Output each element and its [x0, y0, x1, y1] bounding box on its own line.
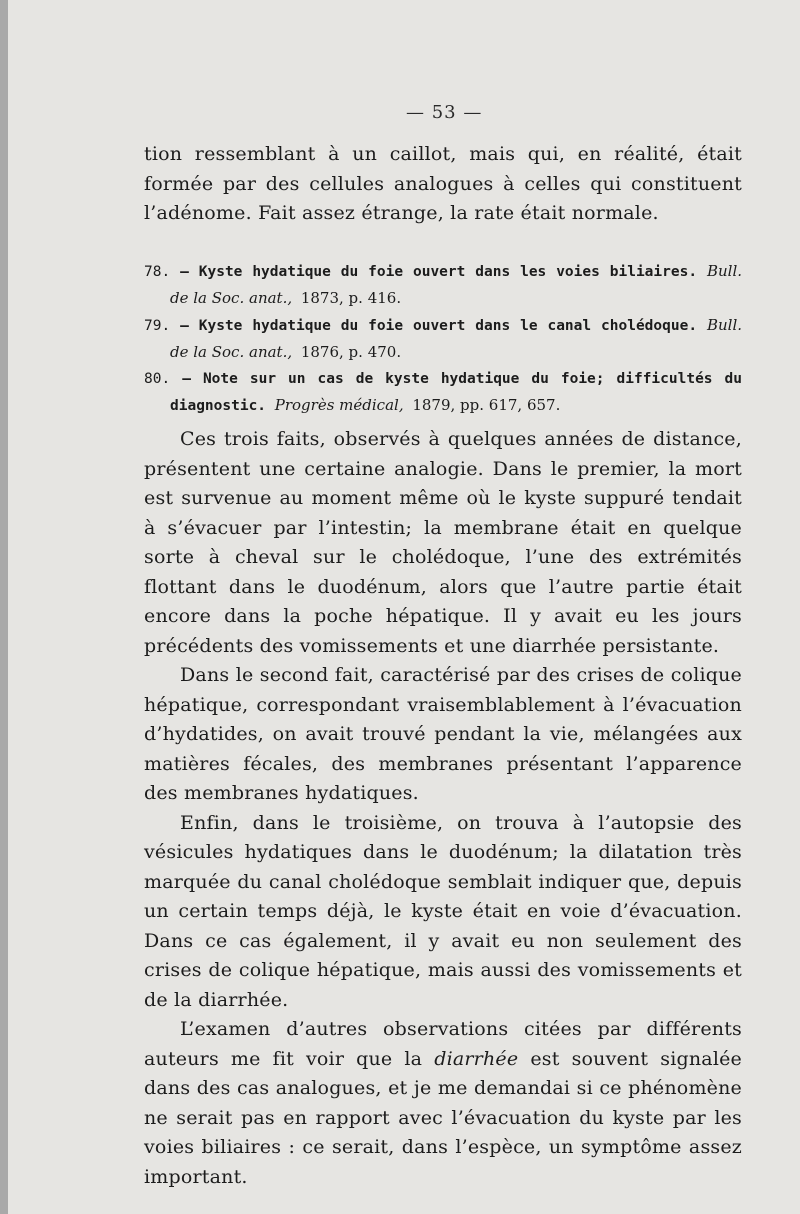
reference-item	[144, 366, 742, 419]
reference-details: 1879, pp. 617, 657.	[412, 396, 561, 414]
paragraph-4-emphasis: diarrhée	[434, 1047, 519, 1070]
paragraph-2: Dans le second fait, caractérisé par des crises de colique hépatique, correspondant vraisemblablement à l’évacuation d’hydatides, on avait trouvé pendant la vie, mélangées aux matières fécales, des membranes présentant l’apparence des membranes hydatiques.	[144, 664, 742, 804]
book-page	[8, 0, 800, 1214]
reference-details: 1873, p. 416.	[300, 289, 402, 307]
reference-title: — Note sur un cas de kyste hydatique du foie; difficultés du diagnostic.	[170, 371, 742, 414]
reference-details: 1876, p. 470.	[300, 343, 402, 361]
paragraph-4-start: L’examen d’autres observations citées par différents auteurs me fit voir que la	[144, 1018, 742, 1070]
reference-number: 80.	[144, 371, 171, 387]
intro-paragraph-block	[144, 140, 742, 229]
reference-title: — Kyste hydatique du foie ouvert dans les voies biliaires.	[180, 264, 698, 280]
reference-journal: Bull. de la Soc. anat.,	[170, 316, 743, 361]
intro-paragraph: tion ressemblant à un caillot, mais qui, en réalité, était formée par des cellules analogues à celles qui constituent l’adénome. Fait assez étrange, la rate était normale.	[144, 143, 742, 224]
paragraph-1: Ces trois faits, observés à quelques années de distance, présentent une certaine analogie. Dans le premier, la mort est survenue au moment même où le kyste suppuré tendait à s’évacuer par l’intestin; la membrane était en quelque sorte à cheval sur le cholédoque, l’une des extrémités flottant dans le duodénum, alors que l’autre partie était encore dans la poche hépatique. Il y avait eu les jours précédents des vomissements et une diarrhée persistante.	[144, 428, 742, 657]
paragraph-4-end: est souvent signalée dans des cas analogues, et je me demandai si ce phénomène ne serait pas en rapport avec l’évacuation du kyste par les voies biliaires : ce serait, dans l’espèce, un symptôme assez important.	[144, 1047, 742, 1188]
reference-item	[144, 312, 742, 366]
reference-number: 79.	[144, 318, 171, 334]
reference-number: 78.	[144, 264, 171, 280]
reference-item	[144, 258, 742, 312]
paragraph-3: Enfin, dans le troisième, on trouva à l’autopsie des vésicules hydatiques dans le duodénum; la dilatation très marquée du canal cholédoque semblait indiquer que, depuis un certain temps déjà, le kyste était en voie d’évacuation. Dans ce cas également, il y avait eu non seulement des crises de colique hépatique, mais aussi des vomissements et de la diarrhée.	[144, 811, 742, 1011]
paragraph-4	[144, 1015, 742, 1192]
reference-journal: Bull. de la Soc. anat.,	[170, 262, 743, 307]
discussion-text	[144, 425, 742, 1192]
reference-list	[144, 258, 742, 419]
page-number: — 53 —	[406, 102, 483, 123]
reference-title: — Kyste hydatique du foie ouvert dans le canal cholédoque.	[180, 318, 698, 334]
reference-journal: Progrès médical,	[274, 396, 404, 414]
